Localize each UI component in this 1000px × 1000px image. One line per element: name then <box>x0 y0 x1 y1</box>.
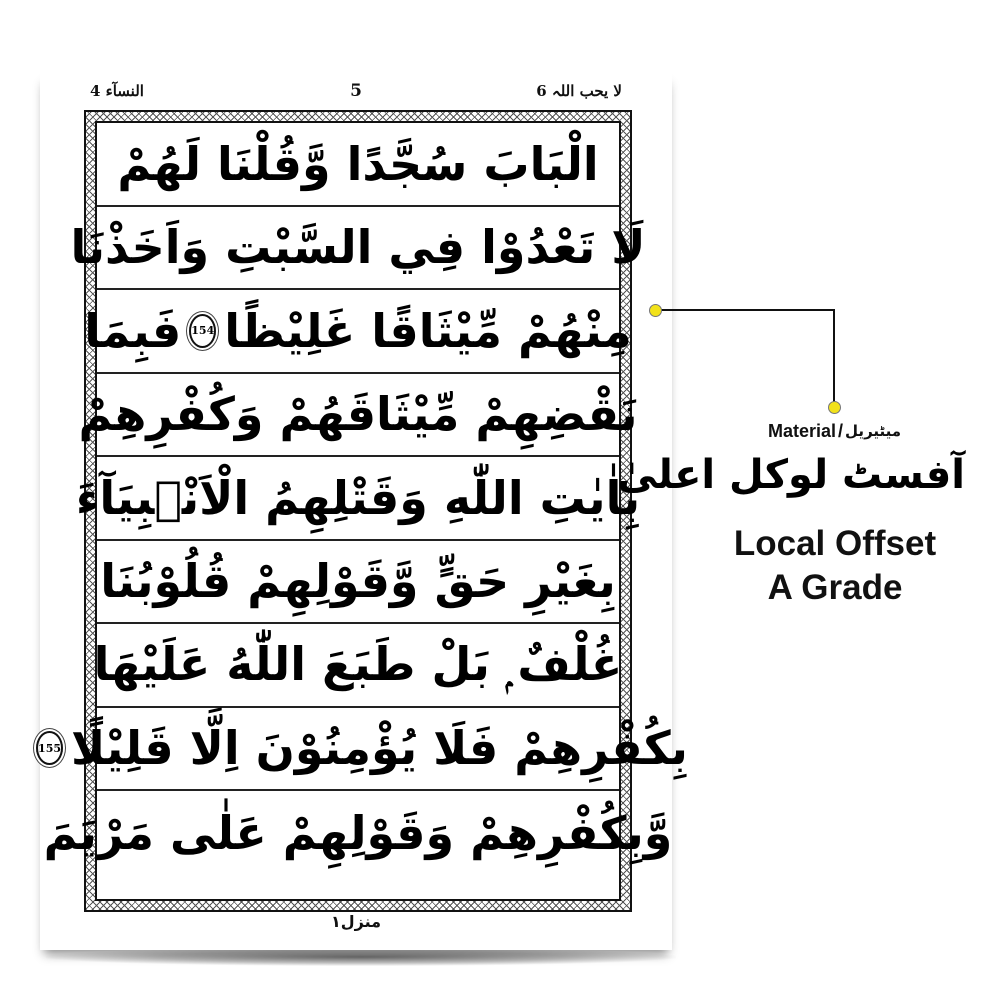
material-name: Local Offset <box>733 524 937 563</box>
verse-line-3 <box>84 290 632 374</box>
callout-dot <box>649 304 662 317</box>
verse-text: بِغَيْرِ حَقٍّ وَّقَوْلِهِمْ قُلُوْبُنَا <box>100 554 616 609</box>
callout-dot <box>828 401 841 414</box>
verse-text: مِنْهُمْ مِّيْثَاقًا غَلِيْظًا <box>224 303 632 358</box>
material-separator: / <box>838 420 844 441</box>
verse-lines <box>38 123 688 899</box>
material-grade: A Grade <box>767 568 903 607</box>
material-urdu-title: آفسٹ لوکل اعلیٰ <box>617 452 965 498</box>
verse-line-1 <box>97 123 619 207</box>
verse-text: فَبِمَا <box>84 303 182 358</box>
ayah-marker: 154 <box>189 314 216 348</box>
verse-text: غُلْفٌ ۭ بَلْ طَبَعَ اللّٰهُ عَلَيْهَا <box>93 636 623 691</box>
page-shadow <box>46 948 676 966</box>
material-label-urdu: میٹیریل <box>845 422 902 440</box>
verse-text: وَّبِكُفْرِهِمْ وَقَوْلِهِمْ عَلٰى مَرْيَمَ <box>43 805 673 860</box>
material-label-row <box>768 418 968 444</box>
ornamental-border <box>38 110 688 912</box>
material-english-title <box>720 522 950 610</box>
text-frame <box>38 121 688 901</box>
callout-line <box>657 309 835 311</box>
verse-line-5 <box>75 457 641 541</box>
quran-page <box>38 72 688 950</box>
verse-text: بِاٰيٰتِ اللّٰهِ وَقَتْلِهِمُ الْاَنْۢبِيَآءَ <box>75 470 641 525</box>
verse-line-7 <box>93 624 623 708</box>
verse-text: بِكُفْرِهِمْ فَلَا يُؤْمِنُوْنَ اِلَّا قَلِيْلًا <box>71 721 688 776</box>
material-label: Material <box>768 420 837 441</box>
page-number: 5 <box>350 81 362 101</box>
surah-name: النسآء 4 <box>90 82 144 100</box>
verse-text: لَا تَعْدُوْا فِي السَّبْتِ وَاَخَذْنَا <box>70 220 646 275</box>
juz-name: لا یحب اللہ 6 <box>536 82 622 100</box>
page-header <box>90 82 622 108</box>
verse-line-6 <box>97 541 619 625</box>
manzil-marker: منزل۱ <box>330 912 382 931</box>
ayah-marker: 155 <box>36 731 63 765</box>
verse-line-2 <box>70 207 646 291</box>
verse-line-9 <box>43 791 673 875</box>
verse-text: نَقْضِهِمْ مِّيْثَاقَهُمْ وَكُفْرِهِمْ <box>78 387 638 442</box>
callout-line <box>833 309 835 406</box>
verse-line-4 <box>78 374 638 458</box>
verse-text: الْبَابَ سُجَّدًا وَّقُلْنَا لَهُمْ <box>117 136 599 191</box>
verse-line-8 <box>38 708 688 792</box>
